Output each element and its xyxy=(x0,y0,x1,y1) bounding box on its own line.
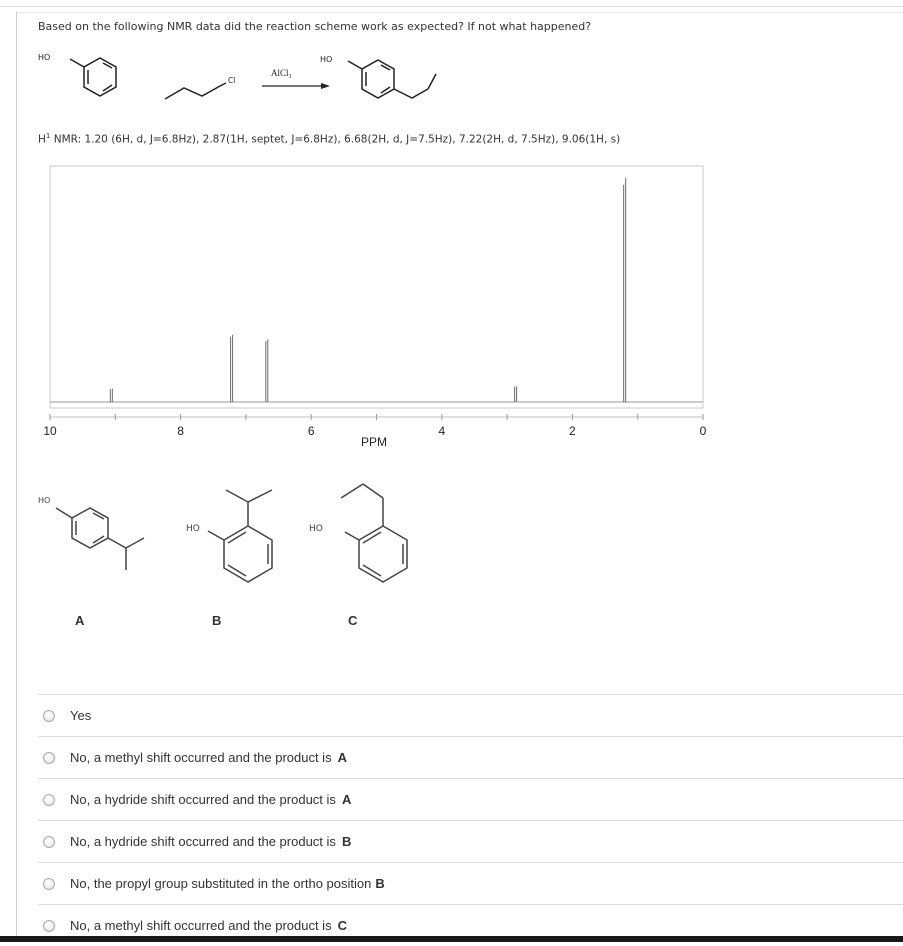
structure-a-label: A xyxy=(75,613,85,628)
answer-options xyxy=(38,694,903,946)
structure-b xyxy=(180,472,290,592)
structure-c xyxy=(305,468,425,593)
option-yes[interactable] xyxy=(38,694,903,736)
structure-b-ho-label: HO xyxy=(186,524,200,534)
radio-button[interactable] xyxy=(43,752,55,764)
option-ortho-substitution-b[interactable] xyxy=(38,862,903,904)
top-divider xyxy=(0,6,903,7)
x-tick-label: 2 xyxy=(569,424,576,438)
radio-button[interactable] xyxy=(43,878,55,890)
option-product-letter: B xyxy=(375,876,385,891)
catalyst-label: AlCl₃ xyxy=(271,68,292,78)
chloropropane-structure xyxy=(165,83,226,99)
structure-c-label: C xyxy=(348,613,358,628)
radio-button[interactable] xyxy=(43,710,55,722)
structure-b-label: B xyxy=(212,613,222,628)
nmr-spectrum-chart xyxy=(38,160,718,455)
option-text: No, the propyl group substituted in the ortho position xyxy=(70,876,372,891)
radio-button[interactable] xyxy=(43,920,55,932)
option-text: No, a methyl shift occurred and the product is xyxy=(70,918,332,933)
option-text: No, a hydride shift occurred and the product is xyxy=(70,834,336,849)
option-text: Yes xyxy=(70,708,92,723)
option-product-letter: C xyxy=(337,918,347,933)
chloro-label: Cl xyxy=(228,76,236,85)
reaction-arrow xyxy=(262,83,330,89)
structure-a xyxy=(34,488,174,588)
x-axis-label: PPM xyxy=(360,435,388,449)
product-structure xyxy=(348,60,436,98)
option-methyl-shift-a[interactable] xyxy=(38,736,903,778)
x-tick-label: 6 xyxy=(307,424,315,438)
product-ho-label: HO xyxy=(320,55,333,64)
reaction-scheme xyxy=(30,46,470,120)
option-hydride-shift-b[interactable] xyxy=(38,820,903,862)
x-tick-label: 8 xyxy=(177,424,184,438)
option-product-letter: B xyxy=(341,834,352,849)
radio-button[interactable] xyxy=(43,836,55,848)
bottom-scrollbar[interactable] xyxy=(0,936,903,942)
content-top-border xyxy=(16,12,903,13)
content-left-border xyxy=(16,12,17,942)
option-text: No, a methyl shift occurred and the product is xyxy=(70,750,332,765)
plot-frame xyxy=(50,166,703,408)
option-product-letter: A xyxy=(341,792,352,807)
phenol-ho-label: HO xyxy=(38,53,51,62)
x-tick-label: 10 xyxy=(43,424,57,438)
option-hydride-shift-a[interactable] xyxy=(38,778,903,820)
nmr-data-text: $H^1$ NMR: 1.20 (6H, d, J=6.8Hz), 2.87(1H, septet, J=6.8Hz), 6.68(2H, d, J=7.5Hz), 7.22(2H, d, 7.5Hz), 9.06(1H, s) xyxy=(38,132,621,146)
phenol-structure xyxy=(70,58,116,96)
option-product-letter: A xyxy=(337,750,347,765)
question-text: Based on the following NMR data did the reaction scheme work as expected? If not what happened? xyxy=(38,20,592,33)
x-tick-label: 4 xyxy=(438,424,446,438)
option-text: No, a hydride shift occurred and the product is xyxy=(70,792,336,807)
structure-c-ho-label: HO xyxy=(309,524,323,534)
radio-button[interactable] xyxy=(43,794,55,806)
structure-a-ho-label: HO xyxy=(38,496,51,505)
x-tick-label: 0 xyxy=(699,424,707,438)
